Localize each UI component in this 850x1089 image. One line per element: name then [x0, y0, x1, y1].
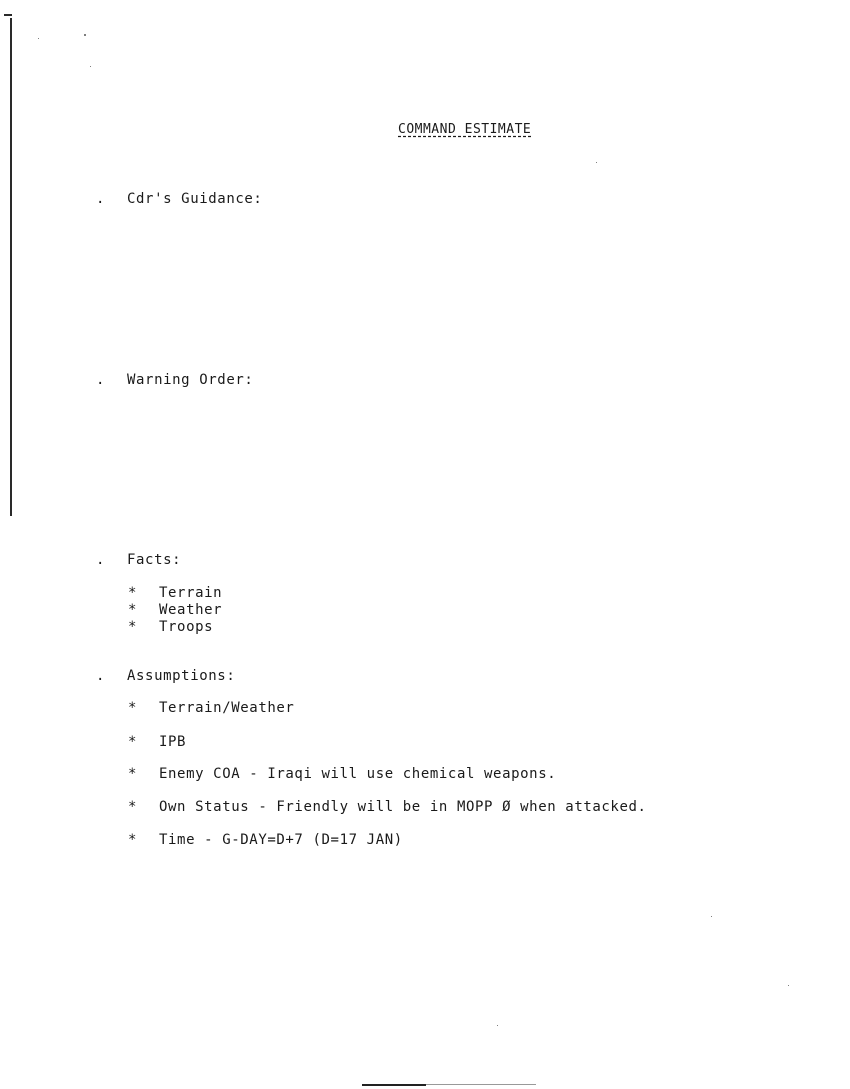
section-bullet: .	[96, 668, 106, 684]
section-bullet: .	[96, 191, 106, 207]
item-text: Troops	[159, 619, 214, 635]
footer-rule-faint	[426, 1084, 536, 1085]
scan-speck	[84, 34, 86, 36]
scan-speck	[596, 162, 597, 163]
scan-speck	[711, 916, 712, 917]
item-marker: *	[128, 585, 138, 601]
item-marker: *	[128, 602, 138, 618]
item-text: Terrain/Weather	[159, 700, 295, 716]
item-text: Time - G-DAY=D+7 (D=17 JAN)	[159, 832, 403, 848]
footer-rule	[362, 1084, 426, 1086]
assumption-item	[128, 799, 647, 815]
section-heading: Assumptions:	[127, 668, 236, 684]
page-corner-mark	[4, 14, 12, 16]
section-heading: Facts:	[127, 552, 182, 568]
section-warning-order	[96, 372, 253, 388]
scan-speck	[90, 66, 91, 67]
document-title: COMMAND ESTIMATE	[398, 122, 532, 137]
assumption-item	[128, 766, 556, 782]
section-cdrs-guidance	[96, 191, 262, 207]
item-text: IPB	[159, 734, 187, 750]
assumption-item	[128, 734, 186, 750]
item-marker: *	[128, 619, 138, 635]
scan-speck	[38, 38, 39, 39]
item-marker: *	[128, 799, 138, 815]
scan-speck	[788, 985, 789, 986]
item-text: Weather	[159, 602, 223, 618]
item-marker: *	[128, 832, 138, 848]
section-facts	[96, 552, 181, 568]
section-bullet: .	[96, 372, 106, 388]
item-marker: *	[128, 734, 138, 750]
section-heading: Cdr's Guidance:	[127, 191, 263, 207]
item-text: Enemy COA - Iraqi will use chemical weapons.	[159, 766, 557, 782]
section-heading: Warning Order:	[127, 372, 254, 388]
fact-item	[128, 602, 222, 618]
section-assumptions	[96, 668, 235, 684]
assumption-item	[128, 832, 403, 848]
section-bullet: .	[96, 552, 106, 568]
page-left-edge-line	[10, 18, 12, 516]
assumption-item	[128, 700, 294, 716]
fact-item	[128, 585, 222, 601]
item-text: Terrain	[159, 585, 223, 601]
item-text: Own Status - Friendly will be in MOPP Ø when attacked.	[159, 799, 647, 815]
item-marker: *	[128, 766, 138, 782]
scan-speck	[497, 1025, 498, 1026]
item-marker: *	[128, 700, 138, 716]
fact-item	[128, 619, 213, 635]
